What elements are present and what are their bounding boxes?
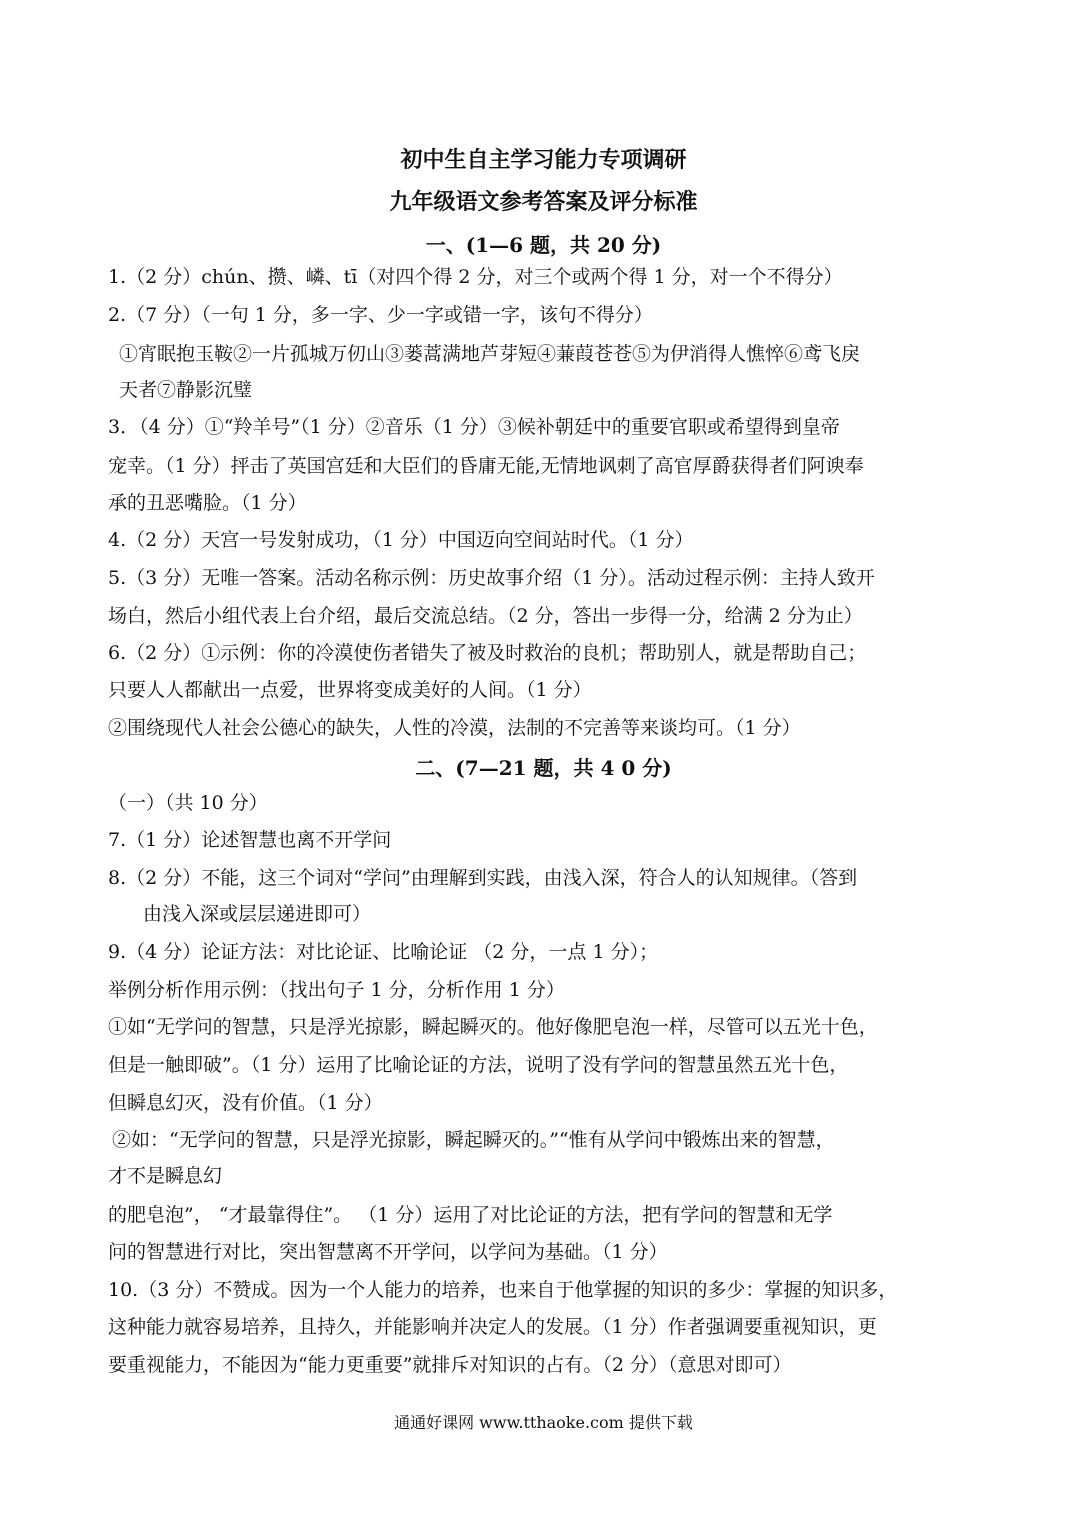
answer-line: 7.（1 分）论述智慧也离不开学问: [108, 829, 392, 851]
answer-line: 要重视能力，不能因为“能力更重要”就排斥对知识的占有。（2 分）（意思对即可）: [108, 1354, 792, 1376]
answer-line: 举例分析作用示例：（找出句子 1 分，分析作用 1 分）: [108, 979, 565, 1001]
answer-line: 5.（3 分）无唯一答案。活动名称示例：历史故事介绍（1 分）。活动过程示例：主持人致开: [108, 567, 875, 589]
answer-line: 承的丑恶嘴脸。（1 分）: [108, 492, 307, 514]
section-header-1: 一、(1—6 题，共 20 分): [425, 233, 662, 257]
answer-line: ①宵眠抱玉鞍②一片孤城万仞山③蒌蒿满地芦芽短④蒹葭苍苍⑤为伊消得人憔悴⑥鸢飞戾: [119, 343, 861, 365]
answer-line: （一）（共 10 分）: [108, 792, 268, 814]
answer-line: 场白，然后小组代表上台介绍，最后交流总结。（2 分，答出一步得一分，给满 2 分为止）: [108, 605, 863, 627]
answer-line: 10.（3 分）不赞成。因为一个人能力的培养，也来自于他掌握的知识的多少：掌握的知识多，: [108, 1279, 898, 1301]
answer-line: 问的智慧进行对比，突出智慧离不开学问，以学问为基础。（1 分）: [108, 1241, 668, 1263]
answer-line: 但瞬息幻灭，没有价值。（1 分）: [108, 1092, 383, 1114]
answer-line: ②围绕现代人社会公德心的缺失，人性的冷漠，法制的不完善等来谈均可。（1 分）: [108, 717, 801, 739]
answer-line: 1.（2 分）chún、攒、嶙、tī（对四个得 2 分，对三个或两个得 1 分，对一个不得分）: [108, 266, 843, 288]
answer-line: 只要人人都献出一点爱，世界将变成美好的人间。（1 分）: [108, 679, 592, 701]
answer-line: 6.（2 分）①示例：你的冷漠使伤者错失了被及时救治的良机；帮助别人，就是帮助自己；: [108, 642, 867, 664]
answer-line: 2.（7 分）（一句 1 分，多一字、少一字或错一字，该句不得分）: [108, 304, 653, 326]
answer-line: 4.（2 分）天宫一号发射成功，（1 分）中国迈向空间站时代。（1 分）: [108, 529, 694, 551]
answer-line: 的肥皂泡”， “才最靠得住”。 （1 分）运用了对比论证的方法，把有学问的智慧和无学: [108, 1204, 833, 1226]
answer-line: 3．（4 分）①“羚羊号”（1 分）②音乐（1 分）③候补朝廷中的重要官职或希望得到皇帝: [108, 416, 840, 438]
answer-line: 才不是瞬息幻: [108, 1165, 223, 1187]
answer-line: 8.（2 分）不能，这三个词对“学问”由理解到实践，由浅入深，符合人的认知规律。（答到: [108, 867, 858, 889]
section-header-2: 二、(7—21 题，共 4 0 分): [415, 756, 672, 780]
answer-line: 天者⑦静影沉璧: [119, 379, 253, 401]
answer-line: 这种能力就容易培养，且持久，并能影响并决定人的发展。（1 分）作者强调要重视知识，更: [108, 1316, 877, 1338]
document-title: 初中生自主学习能力专项调研: [400, 147, 687, 173]
answer-line: ①如“无学问的智慧，只是浮光掠影，瞬起瞬灭的。他好像肥皂泡一样，尽管可以五光十色，: [108, 1016, 878, 1038]
answer-line: 宠幸。（1 分）抨击了英国宫廷和大臣们的昏庸无能,无情地讽刺了高官厚爵获得者们阿谀奉: [108, 455, 864, 477]
answer-line: ②如：“无学问的智慧，只是浮光掠影，瞬起瞬灭的。”“惟有从学问中锻炼出来的智慧，: [112, 1129, 835, 1151]
answer-line: 由浅入深或层层递进即可）: [143, 903, 372, 925]
answer-line: 9.（4 分）论证方法：对比论证、比喻论证 （2 分，一点 1 分）；: [108, 941, 659, 963]
document-subtitle: 九年级语文参考答案及评分标准: [389, 189, 698, 215]
footer-credit: 通通好课网 www.tthaoke.com 提供下载: [394, 1413, 693, 1432]
answer-line: 但是一触即破”。（1 分）运用了比喻论证的方法，说明了没有学问的智慧虽然五光十色，: [108, 1054, 849, 1076]
